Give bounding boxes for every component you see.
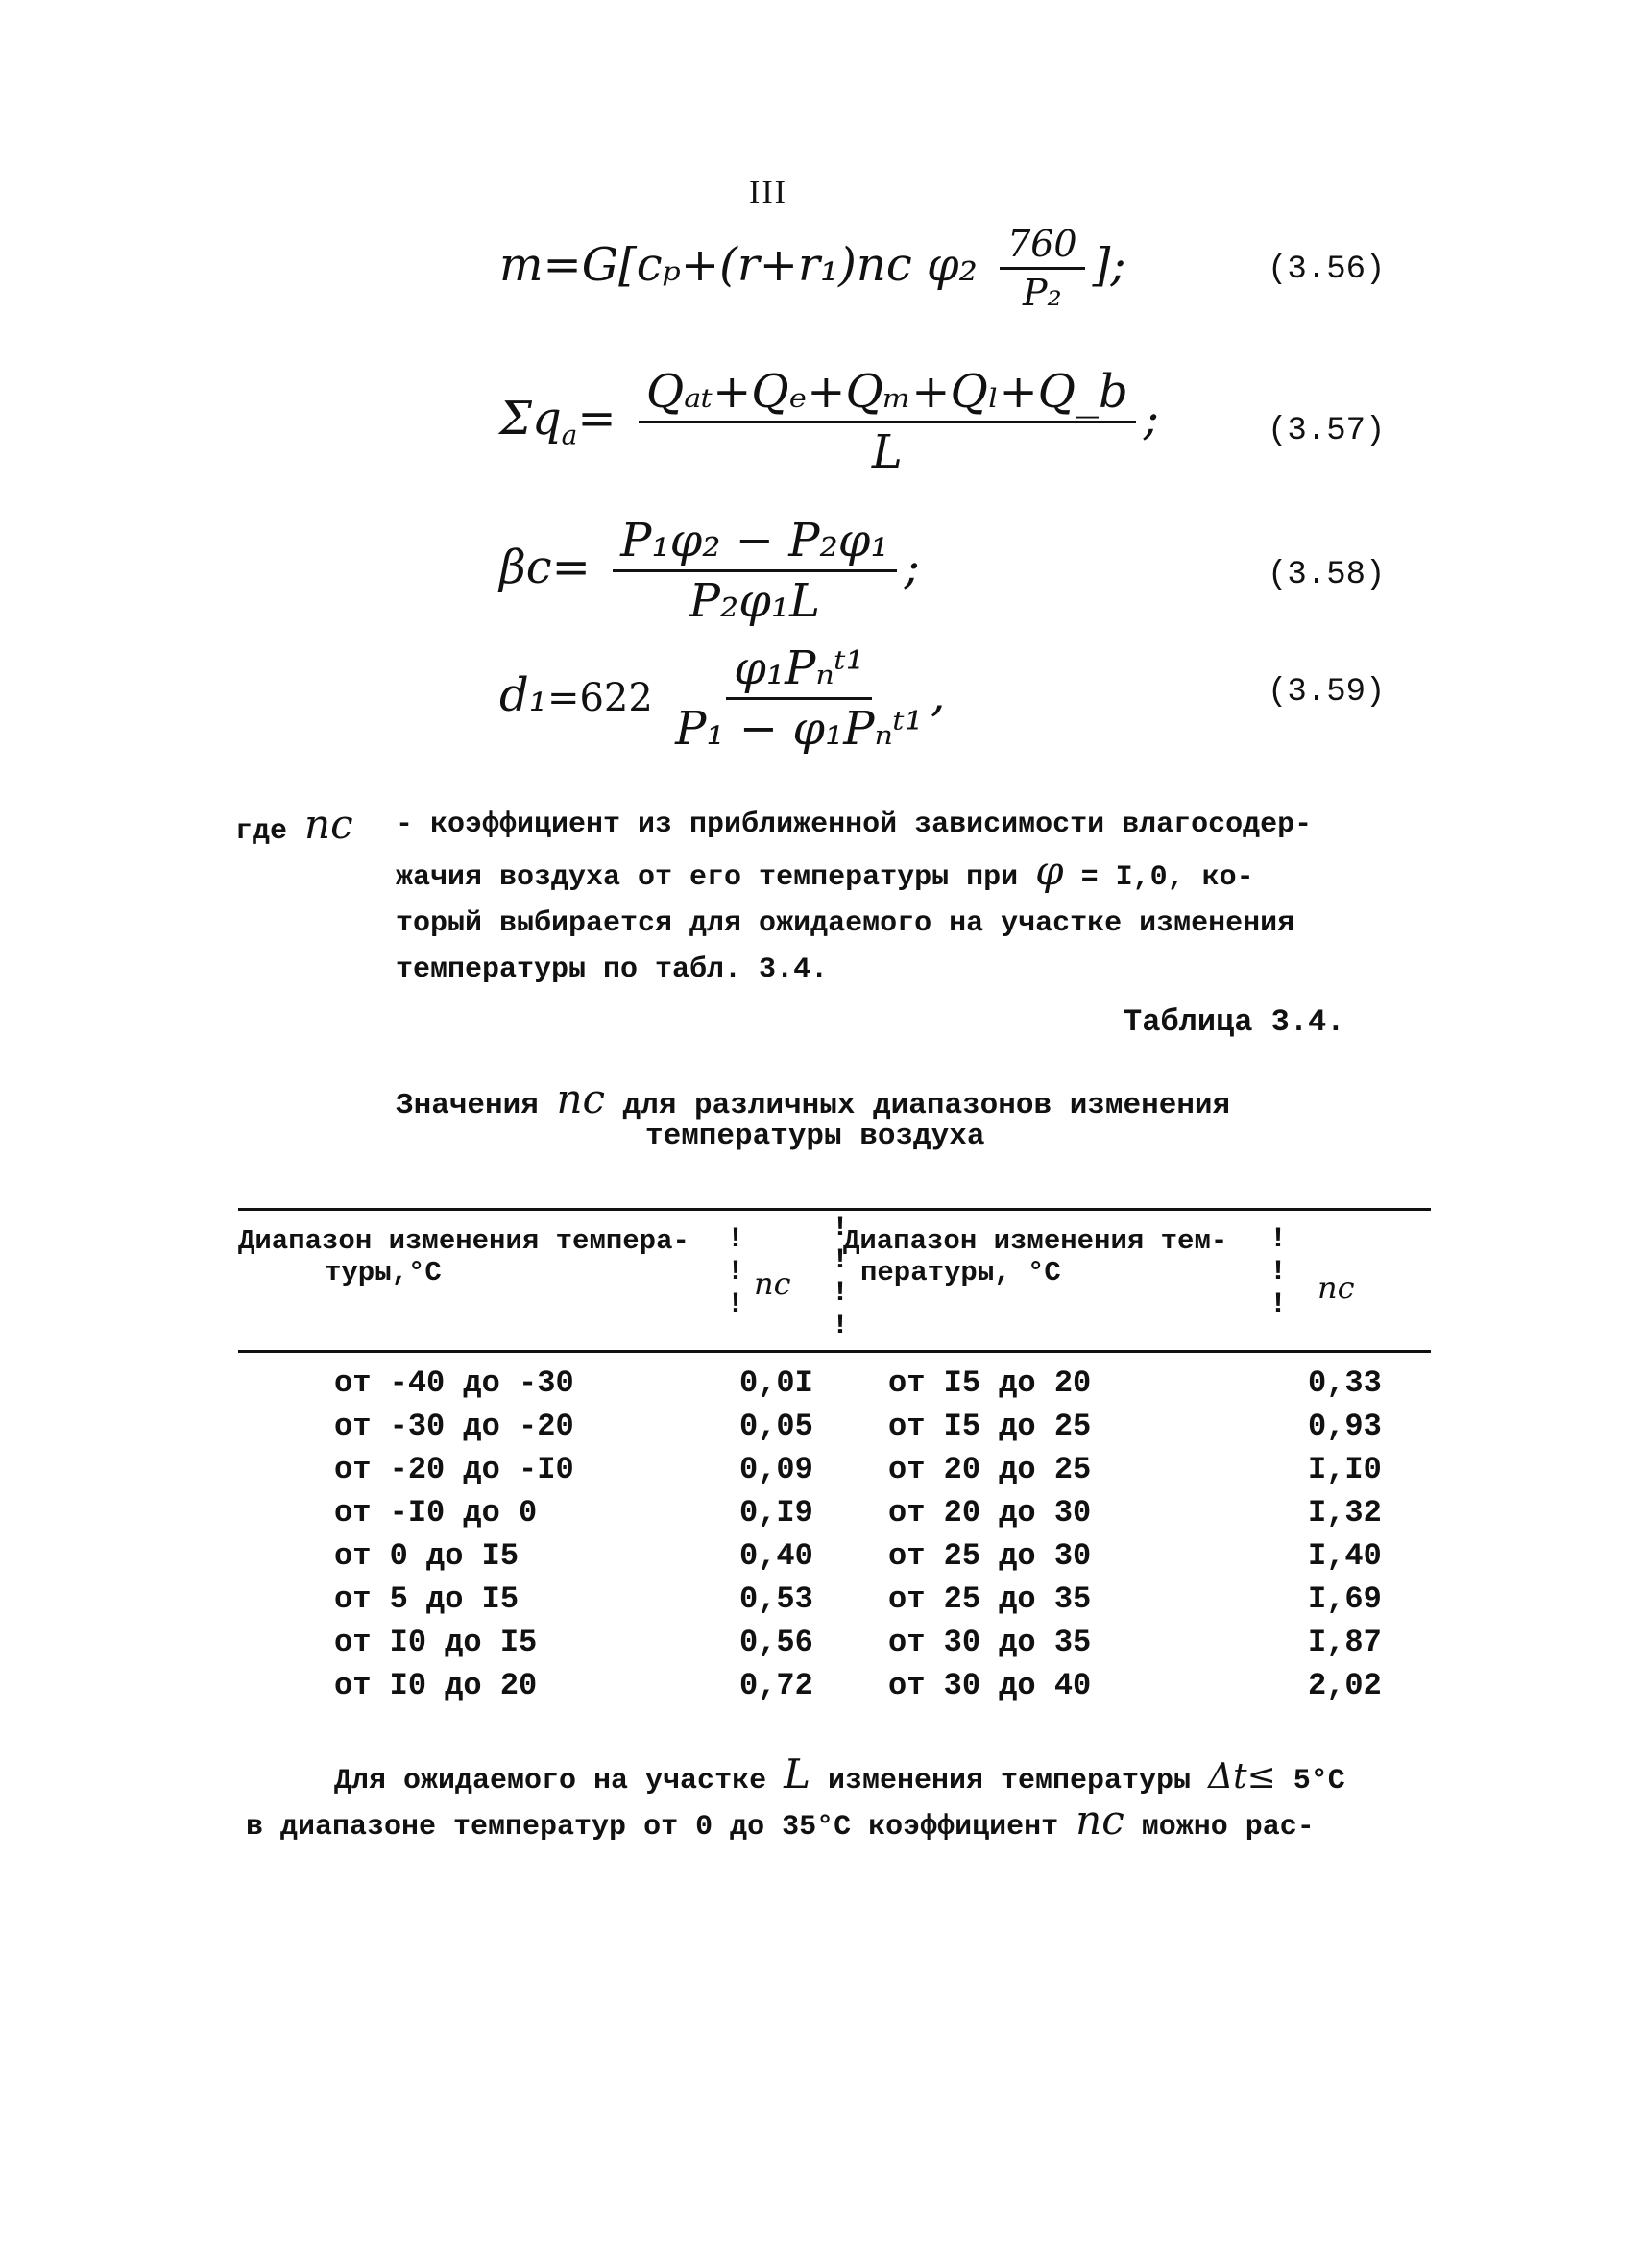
formula-3-58: βc= $\frac{\text{P₁φ₂ − P₂φ₁}}{\text{P₂φ₁L}}$ ; — [499, 514, 920, 628]
nc-value-cell: 0,40 — [739, 1538, 813, 1574]
header-range-1: Диапазон изменения темпера- туры,°C — [238, 1225, 689, 1289]
formula-tail: ; — [904, 541, 920, 594]
nc-value-cell: 2,02 — [1308, 1668, 1382, 1703]
definition-line: температуры по табл. 3.4. — [396, 953, 829, 986]
closing-line-2: в диапазоне температур от 0 до 35°C коэффициент nc можно рас- — [246, 1797, 1315, 1844]
formula-fraction — [1000, 223, 1085, 314]
fraction-numerator: φ₁Pₙᵗ¹ — [726, 641, 872, 700]
formula-3-56 — [499, 223, 1126, 314]
nc-value-cell: 0,53 — [739, 1581, 813, 1617]
nc-value-cell: 0,0I — [739, 1365, 813, 1401]
range-cell: от 25 до 35 — [888, 1581, 1092, 1617]
formula-tail: ]; — [1092, 238, 1126, 292]
fraction-denominator: P₁ − φ₁Pₙᵗ¹ — [675, 702, 924, 756]
formula-3-59 — [499, 641, 945, 756]
nc-value-cell: 0,72 — [739, 1668, 813, 1703]
formula-body: =G[cₚ+(r+r₁)nc φ₂ — [543, 238, 978, 292]
formula-lhs: m — [499, 238, 544, 292]
table-title: Значения nc для различных диапазонов изменения — [396, 1075, 1231, 1122]
delta-t-symbol: Δt≤ — [1208, 1757, 1276, 1797]
nc-value-cell: I,69 — [1308, 1581, 1382, 1617]
nc-value-cell: 0,93 — [1308, 1409, 1382, 1444]
range-cell: от I5 до 20 — [888, 1365, 1092, 1401]
formula-lhs: d₁ — [499, 668, 547, 722]
formula-lhs: βc — [499, 541, 552, 594]
nc-symbol: nc — [304, 801, 353, 848]
fraction-denominator: P₂φ₁L — [689, 574, 821, 628]
nc-value-cell: 0,09 — [739, 1452, 813, 1487]
fraction-numerator: P₁φ₂ − P₂φ₁ — [613, 514, 897, 572]
fraction-denominator: P₂ — [1022, 272, 1062, 314]
equation-number: (3.58) — [1268, 557, 1386, 593]
formula-3-57: $\Sigma q_a=$ $\frac{\text{Qₐₜ+Qₑ+Qₘ+Qₗ+Q\_b}}{L}$ ; — [499, 365, 1159, 479]
range-cell: от 25 до 30 — [888, 1538, 1092, 1574]
where-word: где — [235, 815, 288, 848]
nc-value-cell: I,87 — [1308, 1625, 1382, 1660]
column-separator: ! ! ! ! — [832, 1212, 850, 1342]
table-header-rule — [238, 1350, 1431, 1353]
column-separator: ! ! ! — [727, 1223, 745, 1321]
range-cell: от I0 до I5 — [334, 1625, 538, 1660]
formula-tail: ; — [1143, 392, 1159, 446]
header-range-2: Диапазон изменения тем- пературы, °C — [843, 1225, 1228, 1289]
range-cell: от 5 до I5 — [334, 1581, 520, 1617]
definition-where — [235, 802, 353, 855]
range-cell: от 30 до 40 — [888, 1668, 1092, 1703]
nc-value-cell: 0,I9 — [739, 1495, 813, 1531]
equation-number: (3.57) — [1268, 413, 1386, 449]
definition-line: - коэффициент из приближенной зависимости влагосодер- — [396, 808, 1313, 841]
closing-line-1: Для ожидаемого на участке L изменения температуры Δt≤ 5°C — [334, 1750, 1345, 1798]
nc-value-cell: 0,56 — [739, 1625, 813, 1660]
header-nc-2: nc — [1318, 1269, 1355, 1306]
range-cell: от -20 до -I0 — [334, 1452, 574, 1487]
definition-text — [396, 802, 1375, 993]
header-nc-1: nc — [754, 1266, 791, 1302]
page-number: III — [749, 175, 787, 210]
nc-value-cell: I,40 — [1308, 1538, 1382, 1574]
formula-fraction — [613, 514, 897, 628]
range-cell: от 0 до I5 — [334, 1538, 520, 1574]
fraction-denominator: L — [871, 425, 903, 479]
equation-number: (3.56) — [1268, 252, 1386, 288]
range-cell: от -I0 до 0 — [334, 1495, 538, 1531]
formula-fraction — [675, 641, 923, 756]
formula-tail: , — [931, 668, 946, 722]
range-cell: от -40 до -30 — [334, 1365, 574, 1401]
definition-line: жачия воздуха от его температуры при φ = I,0, ко- — [396, 847, 1254, 894]
range-cell: от -30 до -20 — [334, 1409, 574, 1444]
definition-line: торый выбирается для ожидаемого на участке изменения — [396, 907, 1295, 940]
formula-subscript: a — [561, 419, 578, 451]
nc-symbol: nc — [556, 1075, 606, 1122]
nc-value-cell: I,32 — [1308, 1495, 1382, 1531]
table-top-rule — [238, 1208, 1431, 1211]
nc-value-cell: I,I0 — [1308, 1452, 1382, 1487]
table-label: Таблица 3.4. — [1124, 1004, 1345, 1040]
formula-fraction — [639, 365, 1136, 479]
phi-symbol: φ — [1035, 847, 1064, 894]
range-cell: от 30 до 35 — [888, 1625, 1092, 1660]
table-title-line2: температуры воздуха — [645, 1120, 985, 1153]
formula-lhs: Σq — [499, 392, 562, 446]
equation-number: (3.59) — [1268, 674, 1386, 711]
range-cell: от 20 до 30 — [888, 1495, 1092, 1531]
range-cell: от I5 до 25 — [888, 1409, 1092, 1444]
nc-value-cell: 0,33 — [1308, 1365, 1382, 1401]
range-cell: от 20 до 25 — [888, 1452, 1092, 1487]
L-symbol: L — [784, 1750, 810, 1798]
fraction-numerator: 760 — [1000, 223, 1085, 270]
nc-symbol: nc — [1076, 1797, 1124, 1844]
range-cell: от I0 до 20 — [334, 1668, 538, 1703]
nc-value-cell: 0,05 — [739, 1409, 813, 1444]
formula-multiplier: =622 — [546, 676, 653, 720]
fraction-numerator: Qₐₜ+Qₑ+Qₘ+Qₗ+Q_b — [639, 365, 1136, 423]
column-separator: ! ! ! — [1269, 1223, 1288, 1321]
